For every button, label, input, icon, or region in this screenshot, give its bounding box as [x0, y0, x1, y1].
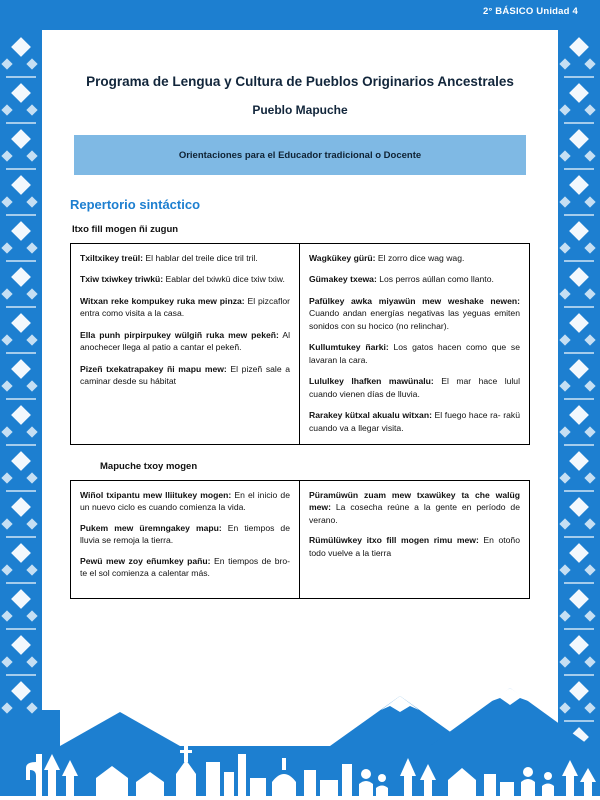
stripe-motif-icon — [6, 398, 36, 400]
diamond-motif-icon — [11, 313, 31, 333]
stripe-motif-icon — [564, 582, 594, 584]
diamond-motif-icon — [584, 150, 595, 161]
diamond-motif-icon — [1, 288, 12, 299]
glossary-entry — [80, 273, 290, 285]
glossary-entry — [80, 329, 290, 354]
diamond-motif-icon — [584, 426, 595, 437]
entry-term: Pewü mew zoy eñumkey pañu: — [80, 555, 211, 566]
entry-translation: En tiempos de lluvia se remoja la tierra. — [80, 522, 290, 546]
document-title: Programa de Lengua y Cultura de Pueblos Originarios Ancestrales — [86, 74, 514, 89]
diamond-motif-icon — [584, 380, 595, 391]
glossary-entry — [80, 363, 290, 388]
diamond-motif-icon — [559, 196, 570, 207]
diamond-motif-icon — [11, 451, 31, 471]
stripe-motif-icon — [564, 490, 594, 492]
glossary-entry — [309, 534, 520, 559]
diamond-motif-icon — [26, 610, 37, 621]
entry-term: Pukem mew üremngakey mapu: — [80, 522, 222, 533]
diamond-motif-icon — [26, 104, 37, 115]
landscape-svg — [0, 650, 600, 800]
table-1-right-column — [300, 244, 529, 444]
entry-translation: Los perros aúllan como llanto. — [376, 274, 494, 285]
stripe-motif-icon — [564, 260, 594, 262]
diamond-motif-icon — [559, 426, 570, 437]
diamond-motif-icon — [569, 497, 589, 517]
glossary-entry — [309, 375, 520, 400]
entry-term: Pizeñ txekatrapakey ñi mapu mew: — [80, 363, 227, 374]
diamond-motif-icon — [26, 288, 37, 299]
entry-term: Gümakey txewa: — [309, 274, 377, 285]
diamond-motif-icon — [1, 564, 12, 575]
diamond-motif-icon — [584, 472, 595, 483]
diamond-motif-icon — [569, 267, 589, 287]
diamond-motif-icon — [569, 543, 589, 563]
entry-translation: El mar hace lulul cuando vienen días de lluvia. — [309, 376, 520, 399]
diamond-motif-icon — [584, 58, 595, 69]
entry-translation: Eablar del txiwkü dice txiw txiw. — [163, 274, 285, 285]
entry-translation: El pizcaflor entra como visita a la casa. — [80, 295, 290, 319]
diamond-motif-icon — [584, 610, 595, 621]
diamond-motif-icon — [26, 564, 37, 575]
entry-translation: La cosecha reúne a la gente en período de verano. — [309, 502, 520, 525]
glossary-entry — [80, 489, 290, 514]
entry-translation: El fuego hace ra- rakü cuando va a llegar visita. — [309, 410, 520, 433]
glossary-entry — [80, 555, 290, 580]
entry-translation: En otoño todo vuelve a la tierra — [309, 535, 520, 558]
stripe-motif-icon — [564, 444, 594, 446]
entry-term: Txiw txiwkey triwkü: — [80, 274, 164, 285]
section-title: Repertorio sintáctico — [70, 197, 201, 212]
diamond-motif-icon — [11, 359, 31, 379]
entry-translation: Al anochecer llega al patio a cantar el pekeñ. — [80, 329, 290, 353]
stripe-motif-icon — [6, 628, 36, 630]
diamond-motif-icon — [26, 426, 37, 437]
diamond-motif-icon — [26, 58, 37, 69]
table-1-left-column — [71, 244, 300, 444]
diamond-motif-icon — [26, 518, 37, 529]
diamond-motif-icon — [559, 518, 570, 529]
diamond-motif-icon — [569, 221, 589, 241]
stripe-motif-icon — [6, 122, 36, 124]
entry-term: Rarakey kütxal akualu witxan: — [309, 410, 432, 421]
entry-term: Ella punh pirpirpukey wülgiñ ruka mew pekeñ: — [80, 329, 279, 340]
entry-translation: El pizeñ sale a caminar desde su hábitat — [80, 363, 290, 387]
diamond-motif-icon — [11, 83, 31, 103]
glossary-entry — [309, 252, 520, 264]
stripe-motif-icon — [6, 490, 36, 492]
diamond-motif-icon — [569, 83, 589, 103]
glossary-entry — [80, 295, 290, 320]
entry-translation: El zorro dice wag wag. — [375, 253, 465, 263]
stripe-motif-icon — [564, 76, 594, 78]
stripe-motif-icon — [564, 306, 594, 308]
diamond-motif-icon — [584, 334, 595, 345]
document-subtitle: Pueblo Mapuche — [252, 103, 348, 117]
diamond-motif-icon — [569, 589, 589, 609]
repertoire-table-2 — [70, 480, 530, 599]
diamond-motif-icon — [26, 380, 37, 391]
orientation-banner — [74, 135, 526, 175]
diamond-motif-icon — [1, 472, 12, 483]
diamond-motif-icon — [1, 610, 12, 621]
diamond-motif-icon — [1, 150, 12, 161]
entry-term: Witxan reke kompukey ruka mew pinza: — [80, 295, 245, 306]
stripe-motif-icon — [6, 582, 36, 584]
stripe-motif-icon — [6, 76, 36, 78]
diamond-motif-icon — [584, 518, 595, 529]
diamond-motif-icon — [559, 242, 570, 253]
diamond-motif-icon — [26, 150, 37, 161]
diamond-motif-icon — [569, 175, 589, 195]
entry-translation: En tiempos de bro- te el sol comienza a calentar más. — [80, 555, 291, 579]
glossary-entry — [309, 489, 520, 526]
stripe-motif-icon — [6, 444, 36, 446]
diamond-motif-icon — [11, 543, 31, 563]
diamond-motif-icon — [26, 472, 37, 483]
glossary-entry — [80, 252, 290, 264]
glossary-entry — [309, 341, 520, 366]
glossary-entry — [309, 409, 520, 434]
glossary-entry — [80, 522, 290, 547]
entry-term: Lululkey lhafken mawünalu: — [309, 376, 434, 387]
diamond-motif-icon — [569, 359, 589, 379]
entry-translation: Los gatos hacen como que se lavaran la cara. — [309, 342, 520, 365]
diamond-motif-icon — [584, 564, 595, 575]
bottom-landscape-artwork — [0, 650, 600, 800]
stripe-motif-icon — [6, 536, 36, 538]
diamond-motif-icon — [559, 288, 570, 299]
table-2-left-column — [71, 481, 300, 598]
stripe-motif-icon — [564, 536, 594, 538]
diamond-motif-icon — [1, 242, 12, 253]
diamond-motif-icon — [584, 104, 595, 115]
stripe-motif-icon — [6, 214, 36, 216]
diamond-motif-icon — [11, 497, 31, 517]
diamond-motif-icon — [569, 451, 589, 471]
diamond-motif-icon — [1, 104, 12, 115]
stripe-motif-icon — [6, 260, 36, 262]
stripe-motif-icon — [564, 168, 594, 170]
entry-term: Kullumtukey ñarki: — [309, 342, 389, 353]
diamond-motif-icon — [559, 58, 570, 69]
entry-term: Txiltxikey treül: — [80, 253, 144, 263]
entry-translation: Cuando andan energías negativas las yeguas emiten sonidos con su hocico (no relinchar). — [309, 308, 520, 331]
entry-term: Püramüwün zuam mew txawükey ta che walüg mew: — [309, 489, 520, 513]
entry-term: Wagkükey gürü: — [309, 253, 376, 263]
diamond-motif-icon — [559, 380, 570, 391]
diamond-motif-icon — [1, 196, 12, 207]
diamond-motif-icon — [26, 242, 37, 253]
entry-term: Rümülüwkey itxo fill mogen rimu mew: — [309, 535, 479, 546]
stripe-motif-icon — [564, 214, 594, 216]
diamond-motif-icon — [1, 58, 12, 69]
diamond-motif-icon — [559, 564, 570, 575]
diamond-motif-icon — [1, 380, 12, 391]
stripe-motif-icon — [564, 398, 594, 400]
stripe-motif-icon — [564, 628, 594, 630]
stripe-motif-icon — [564, 122, 594, 124]
stripe-motif-icon — [564, 352, 594, 354]
diamond-motif-icon — [11, 267, 31, 287]
entry-term: Wiñol txipantu mew lliitukey mogen: — [80, 489, 232, 500]
diamond-motif-icon — [584, 242, 595, 253]
diamond-motif-icon — [11, 221, 31, 241]
glossary-entry — [309, 273, 520, 285]
unit-badge: 2° BÁSICO Unidad 4 — [482, 6, 578, 17]
diamond-motif-icon — [1, 518, 12, 529]
repertoire-table-1 — [70, 243, 530, 445]
diamond-motif-icon — [584, 288, 595, 299]
diamond-motif-icon — [569, 313, 589, 333]
diamond-motif-icon — [1, 334, 12, 345]
orientation-banner-text: Orientaciones para el Educador tradicional o Docente — [178, 149, 422, 161]
diamond-motif-icon — [11, 37, 31, 57]
document-content — [42, 30, 558, 680]
diamond-motif-icon — [559, 150, 570, 161]
diamond-motif-icon — [11, 175, 31, 195]
diamond-motif-icon — [559, 472, 570, 483]
diamond-motif-icon — [569, 37, 589, 57]
glossary-entry — [309, 295, 520, 332]
diamond-motif-icon — [569, 405, 589, 425]
diamond-motif-icon — [26, 334, 37, 345]
diamond-motif-icon — [559, 104, 570, 115]
diamond-motif-icon — [11, 129, 31, 149]
diamond-motif-icon — [559, 334, 570, 345]
diamond-motif-icon — [584, 196, 595, 207]
stripe-motif-icon — [6, 306, 36, 308]
diamond-motif-icon — [11, 405, 31, 425]
subheading-mapuche-txoy-mogen: Mapuche txoy mogen — [100, 460, 198, 472]
stripe-motif-icon — [6, 352, 36, 354]
entry-translation: En el inicio de un nuevo ciclo es cuando comienza la vida. — [80, 489, 290, 513]
stripe-motif-icon — [6, 168, 36, 170]
diamond-motif-icon — [559, 610, 570, 621]
diamond-motif-icon — [11, 589, 31, 609]
diamond-motif-icon — [569, 129, 589, 149]
entry-term: Pafülkey awka miyawün mew weshake newen: — [309, 295, 520, 306]
diamond-motif-icon — [1, 426, 12, 437]
entry-translation: El hablar del treile dice tril tril. — [143, 253, 258, 263]
diamond-motif-icon — [26, 196, 37, 207]
subheading-itxo-fill-mogen: Itxo fill mogen ñi zugun — [72, 224, 179, 235]
table-2-right-column — [300, 481, 529, 598]
